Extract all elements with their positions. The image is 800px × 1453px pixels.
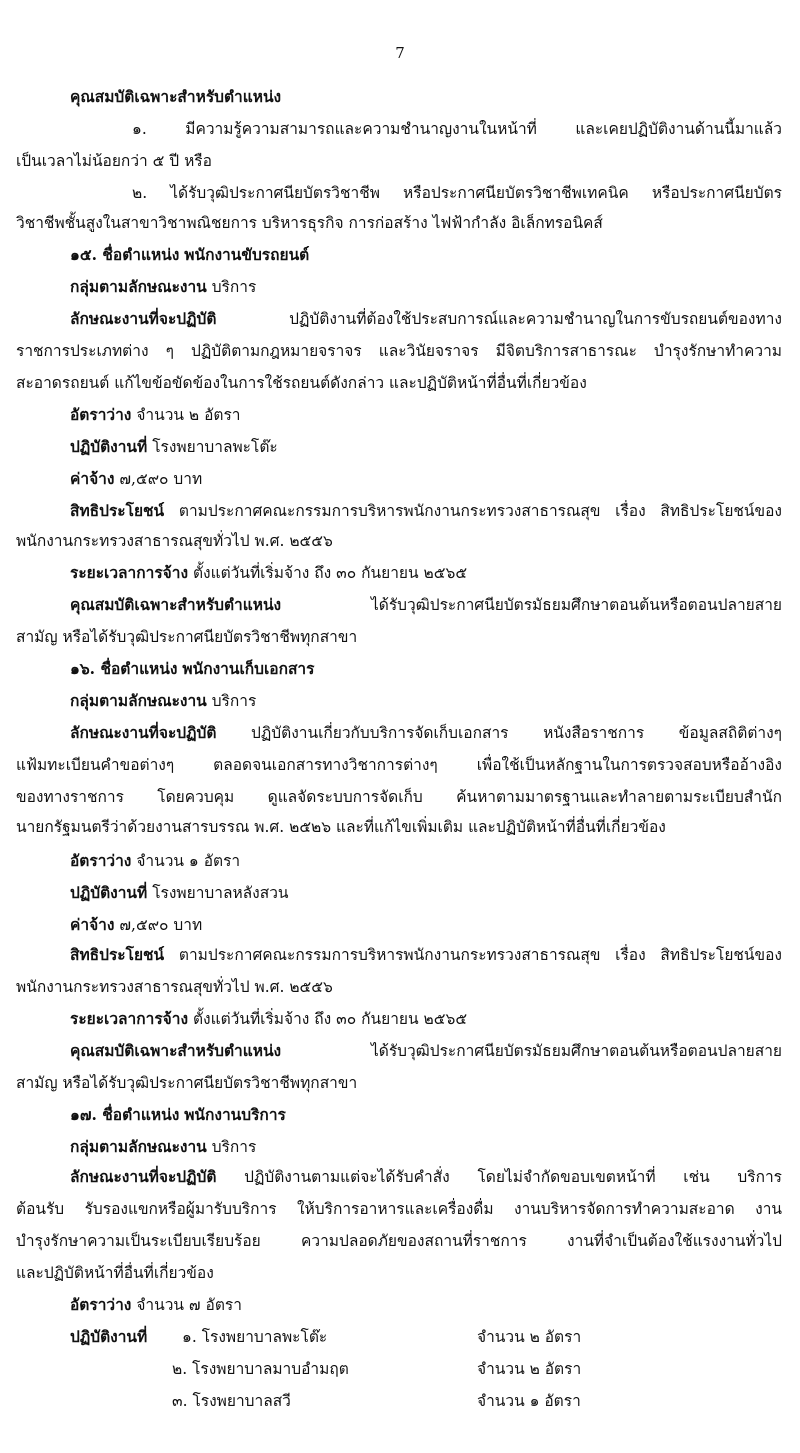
label: ปฏิบัติงานที่	[70, 883, 148, 902]
position-15-duties-cont-1: ราชการประเภทต่าง ๆ ปฏิบัติตามกฎหมายจราจร และวินัยจราจร มีจิตบริการสาธารณะ บำรุงรักษาทำความ	[16, 342, 782, 360]
value: บริการ	[211, 692, 257, 710]
qualification-item-2-cont: วิชาชีพชั้นสูงในสาขาวิชาพณิชยการ บริหารธุรกิจ การก่อสร้าง ไฟฟ้ากำลัง อิเล็กทรอนิคส์	[16, 214, 603, 232]
position-16-qualification	[70, 1040, 782, 1062]
position-16-benefits-cont: พนักงานกระทรวงสาธารณสุขทั่วไป พ.ศ. ๒๕๕๖	[16, 978, 333, 996]
position-15-vacancies	[70, 404, 240, 426]
location-name: ๑. โรงพยาบาลพะโต๊ะ	[182, 1328, 328, 1346]
label: คุณสมบัติเฉพาะสำหรับตำแหน่ง	[70, 595, 282, 614]
label: อัตราว่าง	[70, 405, 132, 424]
label: กลุ่มตามลักษณะงาน	[70, 1137, 207, 1156]
position-17-group	[70, 1136, 256, 1158]
position-16-title	[70, 658, 314, 680]
position-15-workplace	[70, 436, 278, 458]
position-17-vacancies	[70, 1294, 242, 1316]
value: ได้รับวุฒิประกาศนียบัตรมัธยมศึกษาตอนต้นหรือตอนปลายสาย	[371, 1042, 782, 1060]
value: ตามประกาศคณะกรรมการบริหารพนักงานกระทรวงสาธารณสุข เรื่อง สิทธิประโยชน์ของ	[178, 946, 782, 964]
value: จำนวน ๗ อัตรา	[136, 1296, 242, 1314]
position-16-duties-cont-1: แฟ้มทะเบียนคำขอต่างๆ ตลอดจนเอกสารทางวิชาการต่างๆ เพื่อใช้เป็นหลักฐานในการตรวจสอบหรืออ้างอิง	[16, 756, 782, 774]
label: ปฏิบัติงานที่	[70, 437, 148, 456]
position-15-term	[70, 562, 467, 584]
position-16-duties-cont-3: นายกรัฐมนตรีว่าด้วยงานสารบรรณ พ.ศ. ๒๕๒๖ และที่แก้ไขเพิ่มเติม และปฏิบัติหน้าที่อื่นที่เกี่ยวข้อง	[16, 818, 666, 836]
position-17-duties-cont-2: บำรุงรักษาความเป็นระเบียบเรียบร้อย ความปลอดภัยของสถานที่ราชการ งานที่จำเป็นต้องใช้แรงงานทั่วไป	[16, 1232, 782, 1250]
location-name: ๓. โรงพยาบาลสวี	[172, 1392, 291, 1410]
position-16-workplace	[70, 882, 289, 904]
label: ลักษณะงานที่จะปฏิบัติ	[70, 723, 217, 742]
value: ได้รับวุฒิประกาศนียบัตรมัธยมศึกษาตอนต้นหรือตอนปลายสาย	[371, 596, 782, 614]
value: ปฏิบัติงานที่ต้องใช้ประสบการณ์และความชำนาญในการขับรถยนต์ของทาง	[289, 310, 782, 328]
position-15-benefits-cont: พนักงานกระทรวงสาธารณสุขทั่วไป พ.ศ. ๒๕๕๖	[16, 532, 333, 550]
qualification-item-1-cont: เป็นเวลาไม่น้อยกว่า ๕ ปี หรือ	[16, 152, 212, 170]
position-17-duties-cont-3: และปฏิบัติหน้าที่อื่นที่เกี่ยวข้อง	[16, 1264, 214, 1282]
position-15-duties	[70, 308, 782, 330]
location-count: จำนวน ๒ อัตรา	[477, 1360, 582, 1378]
label: ๑๕. ชื่อตำแหน่ง	[70, 245, 180, 264]
value: โรงพยาบาลหลังสวน	[152, 884, 289, 902]
label: กลุ่มตามลักษณะงาน	[70, 691, 207, 710]
label: อัตราว่าง	[70, 851, 132, 870]
position-15-qualification-cont: สามัญ หรือได้รับวุฒิประกาศนียบัตรวิชาชีพทุกสาขา	[16, 628, 358, 646]
value: ตามประกาศคณะกรรมการบริหารพนักงานกระทรวงสาธารณสุข เรื่อง สิทธิประโยชน์ของ	[178, 502, 782, 520]
label: อัตราว่าง	[70, 1295, 132, 1314]
value: บริการ	[211, 278, 257, 296]
label: ๑๗. ชื่อตำแหน่ง	[70, 1105, 180, 1124]
value: พนักงานบริการ	[184, 1105, 286, 1124]
location-name: ๒. โรงพยาบาลมาบอำมฤต	[172, 1360, 349, 1378]
position-17-title	[70, 1104, 286, 1126]
position-17-workplace-label: ปฏิบัติงานที่	[70, 1327, 148, 1346]
value: จำนวน ๒ อัตรา	[136, 406, 241, 424]
position-16-benefits	[70, 944, 782, 966]
label: ลักษณะงานที่จะปฏิบัติ	[70, 309, 217, 328]
position-15-title	[70, 244, 309, 266]
location-count: จำนวน ๑ อัตรา	[477, 1392, 581, 1410]
label: ค่าจ้าง	[70, 469, 115, 488]
value: พนักงานเก็บเอกสาร	[182, 659, 315, 678]
value: ตั้งแต่วันที่เริ่มจ้าง ถึง ๓๐ กันยายน ๒๕๖๕	[192, 1010, 468, 1028]
position-16-vacancies	[70, 850, 240, 872]
label: ลักษณะงานที่จะปฏิบัติ	[70, 1167, 217, 1186]
value: บริการ	[211, 1138, 257, 1156]
value: ๗,๕๙๐ บาท	[119, 470, 203, 488]
label: คุณสมบัติเฉพาะสำหรับตำแหน่ง	[70, 1041, 282, 1060]
label: สิทธิประโยชน์	[70, 945, 165, 964]
position-17-duties	[70, 1166, 782, 1188]
label: ระยะเวลาการจ้าง	[70, 563, 189, 582]
value: ปฏิบัติงานเกี่ยวกับบริการจัดเก็บเอกสาร หนังสือราชการ ข้อมูลสถิติต่างๆ	[251, 724, 782, 742]
position-16-wage	[70, 914, 202, 936]
position-16-group	[70, 690, 256, 712]
label: ระยะเวลาการจ้าง	[70, 1009, 189, 1028]
position-16-duties	[70, 722, 782, 744]
value: จำนวน ๑ อัตรา	[136, 852, 241, 870]
position-15-duties-cont-2: สะอาดรถยนต์ แก้ไขข้อขัดข้องในการใช้รถยนต์ดังกล่าว และปฏิบัติหน้าที่อื่นที่เกี่ยวข้อง	[16, 374, 587, 392]
qualification-item-1: ๑. มีความรู้ความสามารถและความชำนาญงานในหน้าที่ และเคยปฏิบัติงานด้านนี้มาแล้ว	[132, 120, 782, 138]
label: กลุ่มตามลักษณะงาน	[70, 277, 207, 296]
label: สิทธิประโยชน์	[70, 501, 165, 520]
value: โรงพยาบาลพะโต๊ะ	[152, 438, 278, 456]
position-15-group	[70, 276, 256, 298]
position-15-benefits	[70, 500, 782, 522]
page-number: 7	[395, 44, 405, 62]
position-16-duties-cont-2: ของทางราชการ โดยควบคุม ดูแลจัดระบบการจัดเก็บ ค้นหาตามมาตรฐานและทำลายตามระเบียบสำนัก	[16, 788, 782, 806]
position-15-wage	[70, 468, 202, 490]
value: ตั้งแต่วันที่เริ่มจ้าง ถึง ๓๐ กันยายน ๒๕๖๕	[192, 564, 468, 582]
value: พนักงานขับรถยนต์	[184, 245, 310, 264]
label: ๑๖. ชื่อตำแหน่ง	[70, 659, 178, 678]
position-17-duties-cont-1: ต้อนรับ รับรองแขกหรือผู้มารับบริการ ให้บริการอาหารและเครื่องดื่ม งานบริหารจัดการทำความสะอาด งาน	[16, 1200, 782, 1218]
value: ปฏิบัติงานตามแต่จะได้รับคำสั่ง โดยไม่จำกัดขอบเขตหน้าที่ เช่น บริการ	[244, 1168, 782, 1186]
value: ๗,๕๙๐ บาท	[119, 916, 203, 934]
location-count: จำนวน ๒ อัตรา	[477, 1328, 582, 1346]
position-16-term	[70, 1008, 467, 1030]
position-16-qualification-cont: สามัญ หรือได้รับวุฒิประกาศนียบัตรวิชาชีพทุกสาขา	[16, 1074, 358, 1092]
qualification-item-2: ๒. ได้รับวุฒิประกาศนียบัตรวิชาชีพ หรือประกาศนียบัตรวิชาชีพเทคนิค หรือประกาศนียบัตร	[132, 184, 782, 202]
position-15-qualification	[70, 594, 782, 616]
label: ค่าจ้าง	[70, 915, 115, 934]
qualification-heading: คุณสมบัติเฉพาะสำหรับตำแหน่ง	[70, 87, 282, 106]
